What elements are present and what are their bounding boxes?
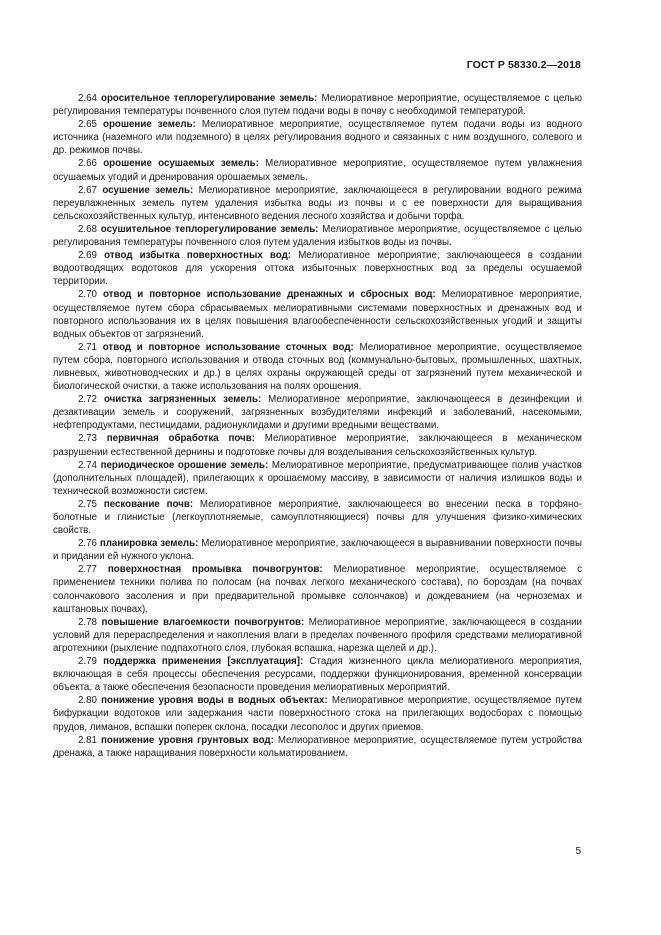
term-number: 2.77 xyxy=(78,564,97,576)
term-definition: Стадия жизненного цикла мелиоративного мероприятия, включающая в себя процессы обеспечения ресурсами, поддержки функционирования, временной консервации объекта, а также обеспечения безопасности проведения мелиоративных мероприятий. xyxy=(53,656,582,694)
term-entry xyxy=(53,459,582,498)
term-number: 2.75 xyxy=(78,498,97,510)
term-number: 2.70 xyxy=(78,289,97,301)
term-name: орошение земель: xyxy=(103,119,196,131)
term-number: 2.66 xyxy=(78,158,97,170)
term-number: 2.71 xyxy=(78,341,97,353)
term-number: 2.79 xyxy=(78,656,97,668)
term-entry xyxy=(53,393,582,432)
term-number: 2.69 xyxy=(78,250,97,262)
terms-list xyxy=(53,92,582,760)
term-definition: Мелиоративное мероприятие, заключающееся в регулировании водного режима переувлажненных земель путем удаления избытка воды из почвы и с ее поверхности для выращивания сельскохозяйственных культур, интенсивного ведения лесного хозяйства и добычи торфа. xyxy=(53,184,582,222)
term-definition: Мелиоративное мероприятие, осуществляемое путем увлажнения осушаемых угодий и дренирования орошаемых земель. xyxy=(53,158,582,183)
term-number: 2.68 xyxy=(78,223,97,235)
term-number: 2.64 xyxy=(78,93,97,104)
term-definition: Мелиоративное мероприятие, заключающееся в дезинфекции и дезактивации земель и сооружений, загрязненных возбудителями инфекций и заболеваний, насекомыми, нефтепродуктами, пестицидами, радионуклидами и другими вредными веществами. xyxy=(53,394,582,432)
term-entry xyxy=(53,537,582,563)
term-definition: Мелиоративное мероприятие, осуществляемое с целью регулирования температуры почвенного слоя путем подачи воды в почву с необходимой температурой. xyxy=(53,93,583,118)
term-entry xyxy=(53,288,582,340)
page-number: 5 xyxy=(575,846,581,857)
term-name: поверхностная промывка почвогрунтов: xyxy=(107,564,323,576)
term-name: оросительное теплорегулирование земель: xyxy=(101,93,318,104)
term-name: планировка земель: xyxy=(99,538,199,550)
term-entry xyxy=(53,223,582,249)
term-name: отвод и повторное использование дренажных и сбросных вод: xyxy=(102,289,436,301)
term-definition: Мелиоративное мероприятие, осуществляемое путем бифуркации водотоков или задержания части поверхностного стока на прилегающих водосборах с помощью прудов, лиманов, вспашки поперек склона, посадки лесополос и других приемов. xyxy=(53,695,582,733)
term-entry xyxy=(53,92,582,118)
term-number: 2.72 xyxy=(78,394,97,406)
term-entry xyxy=(53,498,582,537)
term-number: 2.74 xyxy=(78,459,97,471)
term-entry xyxy=(53,563,582,615)
term-name: поддержка применения [эксплуатация]: xyxy=(103,656,304,668)
term-number: 2.81 xyxy=(78,734,97,746)
term-number: 2.80 xyxy=(78,695,97,707)
term-definition: Мелиоративное мероприятие, заключающееся в создании водоотводящих водотоков для ускорения оттока избыточных поверхностных вод за пределы осушаемой территории. xyxy=(53,250,582,288)
term-definition: Мелиоративное мероприятие, заключающееся в создании условий для перераспределения и накопления влаги в пределах почвенного профиля средствами мелиоративной агротехники (рыхление подпахотного слоя, глубокая вспашка, нарезка щелей и др.). xyxy=(53,616,582,654)
term-name: очистка загрязненных земель: xyxy=(103,394,262,406)
term-definition: Мелиоративное мероприятие, осуществляемое путем подачи воды из водного источника (наземного или подземного) в целях регулирования водного и связанных с ним воздушного, солевого и др. режимов почвы. xyxy=(53,119,583,157)
term-number: 2.65 xyxy=(78,119,97,131)
term-definition: Мелиоративное мероприятие, осуществляемое путем устройства дренажа, а также наращивания поверхности кольматированием. xyxy=(53,734,582,759)
term-definition: Мелиоративное мероприятие, осуществляемое путем сбора сбрасываемых мелиоративными системами поверхностных и дренажных вод и повторного использования их в целях повышения влагообеспеченности сельскохозяйственных угодий и защиты водных объектов от загрязнений. xyxy=(53,289,582,340)
term-entry xyxy=(53,655,582,694)
term-entry xyxy=(53,694,582,733)
term-definition: Мелиоративное мероприятие, заключающееся в механическом разрушении естественной дернины и подготовке почвы для возделывания сельскохозяйственных культур. xyxy=(53,433,582,458)
term-entry xyxy=(53,341,582,393)
term-definition: Мелиоративное мероприятие, осуществляемое с целью регулирования температуры почвенного слоя путем удаления избытков воды из почвы. xyxy=(53,223,582,249)
term-number: 2.78 xyxy=(78,616,97,628)
term-name: отвод и повторное использование сточных вод: xyxy=(102,341,354,353)
term-entry xyxy=(53,118,582,157)
term-definition: Мелиоративное мероприятие, осуществляемое путем сбора, повторного использования и отвода сточных вод (коммунально-бытовых, промышленных, шахтных, ливневых, животноводческих и др.) в целях охраны окружающей среды от загрязнений путем механической и биологической очистки, а также использования на полях орошения. xyxy=(53,341,582,393)
term-entry xyxy=(53,432,582,458)
term-definition: Мелиоративное мероприятие, заключающееся во внесении песка в торфяно-болотные и глинистые (легкоуплотняемые, самоуплотняющиеся) почвы для улучшения физико-химических свойств. xyxy=(53,498,582,537)
term-definition: Мелиоративное мероприятие, предусматривающее полив участков (дополнительных площадей), прилегающих к орошаемому массиву, в зависимости от наличия излишков воды и технической возможности систем. xyxy=(53,459,582,497)
term-entry xyxy=(53,249,582,288)
term-entry xyxy=(53,616,582,655)
term-definition: Мелиоративное мероприятие, заключающееся в выравнивании поверхности почвы и придании ей нужного уклона. xyxy=(53,538,582,563)
term-name: первичная обработка почв: xyxy=(106,433,255,445)
term-name: понижение уровня грунтовых вод: xyxy=(101,734,274,746)
term-name: повышение влагоемкости почвогрунтов: xyxy=(101,616,305,628)
term-name: пескование почв: xyxy=(103,498,194,510)
term-name: понижение уровня воды в водных объектах: xyxy=(101,695,328,707)
term-name: орошение осушаемых земель: xyxy=(103,158,259,170)
term-number: 2.73 xyxy=(78,433,97,445)
term-name: осушение земель: xyxy=(102,184,194,196)
term-definition: Мелиоративное мероприятие, осуществляемое с применением техники полива по полосам (на почвах легкого механического состава), по бороздам (на почвах солончакового засоления и при предварительной промывке солончаков) и дождеванием (на черноземах и каштановых почвах). xyxy=(53,564,582,615)
term-name: осушительное теплорегулирование земель: xyxy=(100,223,319,235)
document-code-header: ГОСТ Р 58330.2—2018 xyxy=(466,59,581,71)
term-number: 2.76 xyxy=(78,538,97,550)
term-entry xyxy=(53,184,582,223)
term-entry xyxy=(53,157,582,183)
term-name: периодическое орошение земель: xyxy=(100,459,269,471)
term-entry xyxy=(53,734,582,760)
term-name: отвод избытка поверхностных вод: xyxy=(104,250,292,262)
term-number: 2.67 xyxy=(78,184,97,196)
